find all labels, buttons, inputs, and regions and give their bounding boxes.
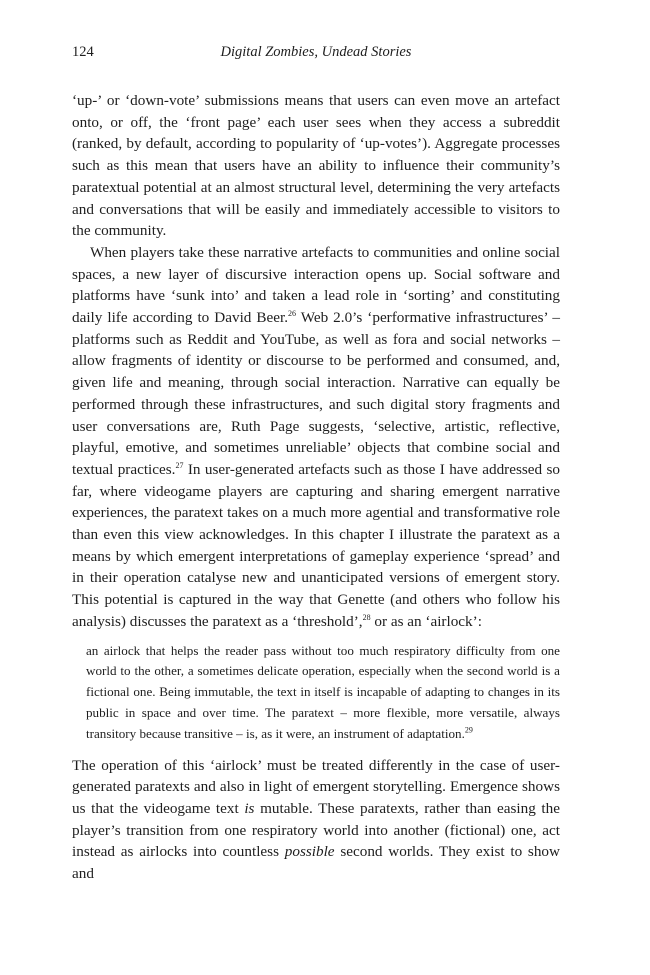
footnote-ref-29[interactable]: 29 <box>464 725 473 735</box>
block-quote <box>86 641 560 745</box>
paragraph-2-text-a: When players take these narrative artefacts to communities and online social spaces, a new layer of discursive interaction opens up. Social software and platforms have ‘sunk into’ and taken a lead role in ‘sorting’ and constituting daily life according to David Beer. <box>72 243 560 327</box>
paragraph-2-text-b: Web 2.0’s ‘performative infrastructures’ – platforms such as Reddit and YouTube, as well as fora and social networks – allow fragments of identity or discourse to be performed and consumed, and, given life and meaning, through social interaction. Narrative can equally be performed through these infrastructures, and such digital story fragments and user conversations are, Ruth Page suggests, ‘selective, artistic, reflective, playful, emotive, and sometimes unreliable’ objects that combine social and textual practices. <box>72 309 560 478</box>
running-title: Digital Zombies, Undead Stories <box>220 44 412 60</box>
paragraph-3 <box>72 755 560 885</box>
paragraph-2 <box>72 242 560 633</box>
footnote-ref-26[interactable]: 26 <box>288 308 297 318</box>
page-number: 124 <box>72 44 94 60</box>
paragraph-3-text-b: mutable. These paratexts, rather than easing the player’s transition from one respiratory world into another (fictional) one, act instead as airlocks into countless <box>72 799 560 861</box>
footnote-ref-27[interactable]: 27 <box>175 460 184 470</box>
emphasis-possible: possible <box>284 843 335 861</box>
paragraph-3-text-a: The operation of this ‘airlock’ must be treated differently in the case of user-generated paratexts and also in light of emergent storytelling. Emergence shows us that the videogame text <box>72 756 560 817</box>
footnote-ref-28[interactable]: 28 <box>362 612 371 622</box>
page-body <box>72 90 560 885</box>
paragraph-1: ‘up-’ or ‘down-vote’ submissions means that users can even move an artefact onto, or off, the ‘front page’ each user sees when they access a subreddit (ranked, by default, according to popularity of ‘up-votes’). Aggregate processes such as this mean that users have an ability to influence their community’s paratextual potential at an almost structural level, determining the very artefacts and conversations that will be easily and immediately accessible to visitors to the community. <box>72 92 560 240</box>
paragraph-2-text-c: In user-generated artefacts such as those I have addressed so far, where videogame players are capturing and sharing emergent narrative experiences, the paratext takes on a much more agential and transformative role than even this view acknowledges. In this chapter I illustrate the paratext as a means by which emergent interpretations of gameplay experience ‘spread’ and in their operation catalyse new and unanticipated versions of emergent story. This potential is captured in the way that Genette (and others who follow his analysis) discusses the paratext as a ‘threshold’, <box>72 460 560 630</box>
paragraph-3-text-c: second worlds. They exist to show and <box>72 843 560 883</box>
page-header <box>72 44 560 66</box>
block-quote-text: an airlock that helps the reader pass without too much respiratory difficulty from one world to the other, a sometimes delicate operation, especially when the second world is a fictional one. Being immutable, the text in itself is incapable of adapting to changes in its public in space and over time. The paratext – more flexible, more versatile, always transitory because transitive – is, as it were, an instrument of adaptation. <box>86 642 560 741</box>
emphasis-is: is <box>244 799 255 817</box>
paragraph-2-text-d: or as an ‘airlock’: <box>370 612 482 630</box>
